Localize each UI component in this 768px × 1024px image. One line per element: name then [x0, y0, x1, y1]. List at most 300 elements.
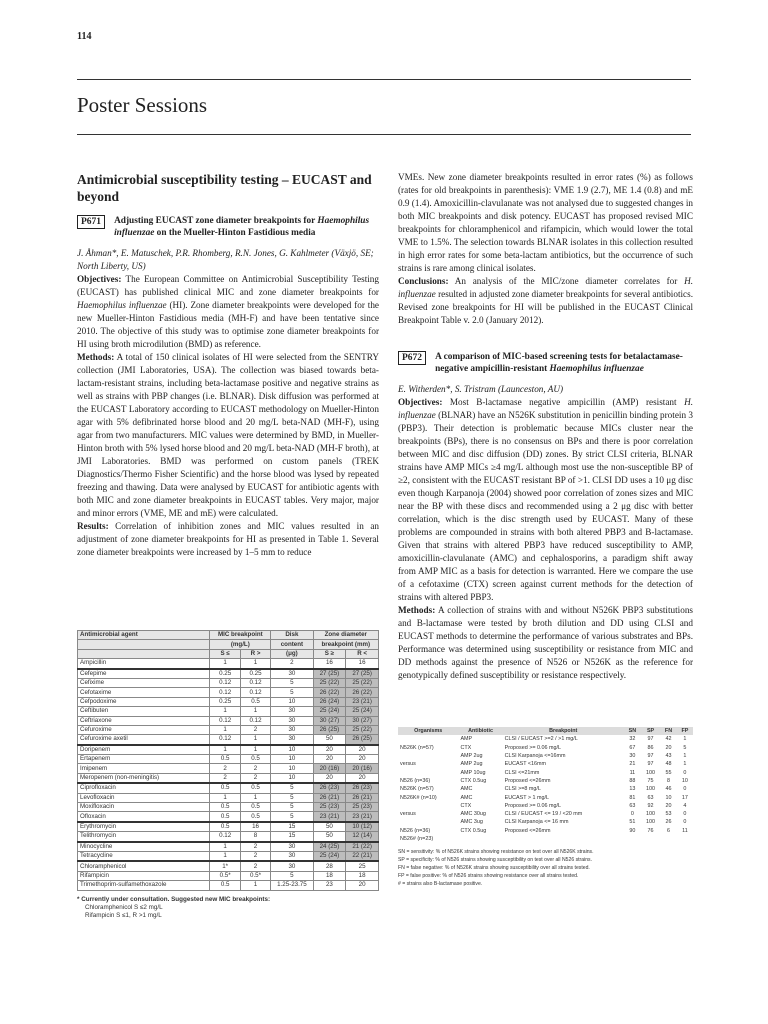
table-2-cell: 20 [665, 802, 672, 809]
table-cell: 25 (22) [346, 678, 379, 687]
table-2-cell: 0 [630, 811, 634, 818]
table-cell: Minocycline [78, 842, 210, 852]
table-cell: 30 (27) [346, 716, 379, 725]
table-cell: 25 (24) [313, 707, 346, 716]
table-row [78, 812, 379, 822]
table-2-cell: 100 [646, 786, 656, 793]
table-2-cell: 97 [647, 736, 654, 743]
table-2-cell: 75 [647, 777, 654, 784]
table-2-cell: 26 [665, 819, 672, 826]
table-2-cell [398, 752, 458, 760]
table-cell: Telithromycin [78, 832, 210, 842]
table-cell: 0.25 [240, 669, 270, 679]
abstract-header-p672 [398, 351, 693, 375]
table-cell: 0.5 [240, 812, 270, 822]
table-2-cell: 100 [646, 819, 656, 826]
table-2-cell: 20 [665, 744, 672, 751]
table-cell: 20 (16) [346, 764, 379, 773]
table-2-cell: AMC 30ug [460, 811, 486, 818]
table-2-cell [398, 768, 458, 776]
header-mic: MIC breakpoint [210, 631, 271, 640]
table-2-cell: N526K (n=57) [400, 744, 434, 751]
table-2-cell: 8 [667, 777, 670, 784]
table-2-footnote: FP = false positive: % of N526 strains showing resistance over all strains tested. [398, 873, 579, 880]
table-2-row [398, 760, 693, 768]
table-2-row [398, 802, 693, 810]
table-cell: 1 [240, 735, 270, 745]
table-row [78, 745, 379, 755]
table-cell: 0.5 [210, 822, 240, 832]
abstract-id-p672: P672 [398, 351, 426, 365]
table-2-cell: 13 [629, 786, 636, 793]
table-cell: 10 [271, 755, 313, 764]
table-cell: Erythromycin [78, 822, 210, 832]
table-cell: Ceftibuten [78, 707, 210, 716]
table-cell: 20 (16) [313, 764, 346, 773]
table-1 [77, 630, 379, 920]
table-2-cell: 0 [683, 769, 687, 776]
table-cell: 0.5* [240, 871, 270, 880]
table-cell: 0.12 [210, 688, 240, 697]
table-cell: Cefixime [78, 678, 210, 687]
left-column [77, 171, 379, 559]
table-cell: Cefepime [78, 669, 210, 679]
table-cell: 20 [346, 773, 379, 783]
table-cell: 2 [210, 773, 240, 783]
table-cell: 30 [271, 861, 313, 871]
table-2-header-cell: FP [677, 727, 693, 735]
table-cell: 25 (23) [313, 803, 346, 812]
table-row [78, 735, 379, 745]
table-cell: 0.12 [240, 716, 270, 725]
table-cell: Ertapenem [78, 755, 210, 764]
table-cell: 26 (21) [346, 793, 379, 802]
table-row [78, 755, 379, 764]
table-2-cell: CLSI Karpanoja <= 16 mm [504, 819, 569, 826]
table-2-cell: AMP 2ug [460, 761, 483, 768]
table-cell: 1* [210, 861, 240, 871]
table-2-header-cell: SN [624, 727, 641, 735]
table-cell: 2 [240, 842, 270, 852]
table-2-cell: CLSI / EUCAST >=2 / >1 mg/L [504, 736, 578, 743]
table-cell: 20 [313, 773, 346, 783]
page-number: 114 [77, 31, 92, 42]
table-cell: Tetracycline [78, 851, 210, 861]
table-cell: 18 [346, 871, 379, 880]
table-row [78, 783, 379, 793]
table-2-cell: Proposed >= 0.06 mg/L [504, 744, 561, 751]
abstract-title-p671: Adjusting EUCAST zone diameter breakpoints for Haemophilus influenzae on the Mueller-Hinton Fastidious media [114, 216, 370, 238]
table-2-footnote: SN = sensitivity: % of N526K strains showing resistance on test over all N526K strains. [398, 849, 594, 856]
authors-p671: J. Åhman*, E. Matuschek, P.R. Rhomberg, R.N. Jones, G. Kahlmeter (Växjö, SE; North Liberty, US) [77, 248, 374, 271]
table-cell: 30 [271, 735, 313, 745]
table-2-cell: 32 [629, 736, 636, 743]
table-cell: Doripenem [78, 745, 210, 755]
table-cell: Ofloxacin [78, 812, 210, 822]
table-cell: Meropenem (non-meningitis) [78, 773, 210, 783]
table-cell: 8 [240, 832, 270, 842]
header-disk-unit: (μg) [271, 649, 313, 658]
header-disk: Disk [271, 631, 313, 640]
table-2-row [398, 818, 693, 826]
table-cell: 2 [210, 764, 240, 773]
table-header-row-2 [78, 640, 379, 649]
table-2-cell: CLSI / EUCAST <= 19 / <20 mm [504, 811, 583, 818]
table-cell: 1 [240, 793, 270, 802]
table-cell: 16 [313, 659, 346, 669]
table-row [78, 793, 379, 802]
table-2-cell: 1 [683, 753, 687, 760]
table-2-cell: 51 [629, 819, 636, 826]
section-title: Poster Sessions [77, 93, 208, 117]
table-2-footnote: # = strains also B-lactamase positive. [398, 881, 483, 888]
table-cell: 26 (21) [313, 793, 346, 802]
table-cell: 0.12 [210, 716, 240, 725]
table-row [78, 861, 379, 871]
table-2-cell: 90 [629, 827, 636, 834]
table-2-row [398, 810, 693, 818]
table-cell: 26 (23) [346, 783, 379, 793]
table-2-cell: 92 [647, 802, 654, 809]
table-2-cell: 0 [683, 819, 687, 826]
header-zone-2: breakpoint (mm) [313, 640, 378, 649]
table-cell: 0.12 [240, 688, 270, 697]
table-2-cell: CTX [460, 744, 472, 751]
table-2-cell: EUCAST > 1 mg/L [504, 794, 550, 801]
table-2-row [398, 768, 693, 776]
table-2-cell: 46 [665, 786, 672, 793]
table-cell: 30 [271, 707, 313, 716]
table-cell: 0.25 [210, 669, 240, 679]
table-cell: 27 (25) [346, 669, 379, 679]
table-row [78, 669, 379, 679]
table-2-cell: 0 [683, 786, 687, 793]
table-2-cell: 43 [665, 753, 672, 760]
table-cell: 23 [313, 881, 346, 890]
table-cell: 2 [271, 659, 313, 669]
table-2-cell: 1 [683, 736, 687, 743]
table-2-cell: 97 [647, 761, 654, 768]
table-cell: 25 [346, 861, 379, 871]
table-cell: Chloramphenicol [78, 861, 210, 871]
session-title: Antimicrobial susceptibility testing – EUCAST and beyond [77, 172, 372, 204]
table-2-cell: Proposed >= 0.06 mg/L [504, 802, 561, 809]
table-2-cell: versus [400, 811, 416, 818]
table-cell: Cefpodoxime [78, 697, 210, 706]
header-rule [77, 79, 691, 80]
header-agent: Antimicrobial agent [78, 631, 210, 640]
table-cell: 15 [271, 832, 313, 842]
table-header-row-3 [78, 649, 379, 658]
methods-p671: Methods: A total of 150 clinical isolates of HI were selected from the SENTRY collection (JMI Laboratories, USA). The collection was biased towards beta-lactam-resistant strains, including beta-lactamase positive and negative strains as well as strains with PBP changes (i.e. BLNAR). Disk diffusion was performed at the EUCAST Laboratory according to EUCAST methodology on Mueller-Hinton agar with 5% defibrinated horse blood and 20 mg/L beta-NAD (MH-F), using agar from two manufacturers. MIC values were determined by BMD, in Mueller-Hinton broth with 5% lysed horse blood and 20 mg/L beta-NAD (MH-F broth), at JMI Laboratories. BMD was performed on custom panels (TREK Diagnostics/Thermo Fisher Scientific) and the horse blood was lysed by repeated freezing and thawing. Data were analysed by EUCAST for antibiotic agents with both MIC and zone diameter breakpoints in EUCAST tables. Very major, major and minor errors (VME, ME and mE) were calculated. [77, 352, 379, 518]
table-2-cell: AMC [460, 786, 473, 793]
header-disk-2: content [271, 640, 313, 649]
table-cell: 30 (27) [313, 716, 346, 725]
table-cell: 23 (21) [346, 812, 379, 822]
table-cell: 2 [240, 773, 270, 783]
table-cell: 1 [240, 707, 270, 716]
objectives-p671: Objectives: The European Committee on Antimicrobial Susceptibility Testing (EUCAST) has published clinical MIC and zone diameter breakpoints for Haemophilus influenzae (HI). Zone diameter breakpoints were developed for the new Mueller-Hinton Fastidious media (MH-F) and have been tentative since 2010. The objective of this study was to optimise zone diameter breakpoints for HI using broth microdilution (BMD) as reference. [77, 274, 379, 349]
table-cell: 27 (25) [313, 669, 346, 679]
table-2-cell: 11 [682, 827, 688, 834]
header-r-gt: R > [240, 649, 270, 658]
table-cell: 5 [271, 688, 313, 697]
table-cell: 5 [271, 783, 313, 793]
table-cell: 22 (21) [346, 851, 379, 861]
table-cell: 26 (24) [313, 697, 346, 706]
table-cell: 1 [210, 659, 240, 669]
table-row [78, 707, 379, 716]
authors-p672: E. Witherden*, S. Tristram (Launceston, AU) [398, 384, 564, 394]
table-2-cell [677, 835, 693, 843]
table-2-cell: Proposed <=26mm [504, 827, 551, 834]
table-2-row [398, 835, 693, 843]
table-2-cell: CLSI Karpanoja <=16mm [504, 753, 566, 760]
table-cell: 1 [240, 659, 270, 669]
table-2-header-cell: FN [660, 727, 677, 735]
table-2-cell [503, 835, 624, 843]
table-2-row [398, 735, 693, 743]
table-cell: 2 [240, 725, 270, 734]
table-2-cell: 100 [646, 811, 656, 818]
table-row [78, 803, 379, 812]
table-2-cell: N526 (n=36) [400, 777, 431, 784]
header-s-le: S ≤ [210, 649, 240, 658]
table-cell: 20 [313, 745, 346, 755]
table-2-footnote: SP = specificity: % of N526 strains showing susceptibility on test over all N526 strains. [398, 857, 592, 864]
table-cell: 1 [240, 881, 270, 890]
table-row [78, 851, 379, 861]
table-2-cell [398, 818, 458, 826]
right-column [398, 171, 693, 682]
table-2-cell: N526K (n=57) [400, 786, 434, 793]
table-cell: 30 [271, 725, 313, 734]
table-cell: 10 (12) [346, 822, 379, 832]
table-cell: 2 [240, 861, 270, 871]
abstract-id-p671: P671 [77, 215, 105, 229]
table-cell: 16 [346, 659, 379, 669]
table-2-cell: 81 [629, 794, 636, 801]
table-cell: 10 [271, 773, 313, 783]
table-2-row [398, 777, 693, 785]
table-2-header-cell: Organisms [398, 727, 458, 735]
table-row [78, 832, 379, 842]
table-2-cell [398, 735, 458, 743]
table-2-cell: 86 [647, 744, 654, 751]
table-2-cell: N526K# (n=10) [400, 794, 437, 801]
table-row [78, 688, 379, 697]
table-cell: 20 [346, 745, 379, 755]
table-cell: 0.5 [240, 697, 270, 706]
table-2-cell: 4 [683, 802, 687, 809]
table-2-cell: CTX 0.5ug [460, 777, 487, 784]
table-row [78, 773, 379, 783]
table-cell: 20 [346, 755, 379, 764]
table-cell: 26 (25) [346, 735, 379, 745]
table-2-cell: 76 [647, 827, 654, 834]
table-2-cell: 5 [683, 744, 687, 751]
table-cell: 2 [240, 851, 270, 861]
table-cell: 0.5 [210, 812, 240, 822]
table-cell: 26 (22) [313, 688, 346, 697]
table-cell: Moxifloxacin [78, 803, 210, 812]
table-row [78, 842, 379, 852]
table-cell: 0.12 [210, 735, 240, 745]
table-2-cell: CLSI <=21mm [504, 769, 540, 776]
table-cell: 1 [210, 725, 240, 734]
table-cell: 20 [313, 755, 346, 764]
table-cell: 23 (21) [346, 697, 379, 706]
table-cell: Levofloxacin [78, 793, 210, 802]
table-2-cell: 100 [646, 769, 656, 776]
table-cell: 10 [271, 697, 313, 706]
table-cell: 5 [271, 793, 313, 802]
table-2-cell: N526 (n=36) [400, 827, 431, 834]
table-2-cell [624, 835, 641, 843]
table-2-cell: 55 [665, 769, 672, 776]
table-2-cell: 1 [683, 761, 687, 768]
table-cell: 0.5 [210, 803, 240, 812]
table-2-cell: 97 [647, 753, 654, 760]
table-cell: Cefotaxime [78, 688, 210, 697]
table-cell: Ampicillin [78, 659, 210, 669]
table-2-row [398, 744, 693, 752]
table-2-footnote: FN = false negative: % of N526K strains showing susceptibility over all strains tested. [398, 865, 590, 872]
table-row [78, 871, 379, 880]
table-row [78, 725, 379, 734]
table-cell: 0.12 [210, 832, 240, 842]
table-2-cell: CLSI >=8 mg/L [504, 786, 541, 793]
table-2-cell: Proposed <=26mm [504, 777, 551, 784]
table-cell: 10 [271, 764, 313, 773]
table-2-cell: 10 [665, 794, 672, 801]
table-cell: 1 [210, 793, 240, 802]
table-header-row [78, 631, 379, 640]
table-2-cell: 10 [681, 777, 688, 784]
table-2 [398, 727, 693, 888]
table-cell: 50 [313, 735, 346, 745]
table-cell: 0.5 [210, 783, 240, 793]
table-cell: 26 (25) [313, 725, 346, 734]
table-cell: 16 [240, 822, 270, 832]
table-2-cell: 30 [629, 753, 636, 760]
table-cell: 5 [271, 678, 313, 687]
table-cell: 28 [313, 861, 346, 871]
table-cell: Cefuroxime [78, 725, 210, 734]
table-cell: 25 (22) [313, 678, 346, 687]
table-cell: 0.12 [240, 678, 270, 687]
table-row [78, 881, 379, 890]
table-cell: 30 [271, 842, 313, 852]
table-cell: 0.5 [210, 881, 240, 890]
table-cell: 20 [346, 881, 379, 890]
table-cell: 25 (24) [313, 851, 346, 861]
header-s-ge: S ≥ [313, 649, 346, 658]
abstract-title-p672: A comparison of MIC-based screening tests for betalactamase-negative ampicillin-resistant Haemophilus influenzae [435, 352, 683, 374]
header-mic-unit: (mg/L) [210, 640, 271, 649]
table-2-cell [398, 802, 458, 810]
table-cell: 12 (14) [346, 832, 379, 842]
table-cell: 5 [271, 871, 313, 880]
table-cell: Cefuroxime axetil [78, 735, 210, 745]
table-cell: 30 [271, 716, 313, 725]
table-2-header-cell: SP [641, 727, 660, 735]
table-2-footnotes [398, 848, 693, 888]
table-2-header-row [398, 727, 693, 735]
table-cell: 26 (22) [346, 688, 379, 697]
table-2-cell [641, 835, 660, 843]
table-row [78, 716, 379, 725]
header-r-lt: R < [346, 649, 379, 658]
table-2-cell: CTX 0.5ug [460, 827, 487, 834]
table-2-cell: 0 [683, 811, 687, 818]
table-cell: 26 (23) [313, 783, 346, 793]
table-cell: 50 [313, 832, 346, 842]
table-cell: Imipenem [78, 764, 210, 773]
table-2-cell: versus [400, 761, 416, 768]
table-2-cell: N526# (n=23) [400, 836, 434, 842]
table-cell: 0.5 [240, 755, 270, 764]
table-cell: 1 [210, 707, 240, 716]
table-2-cell [458, 835, 502, 843]
table-2-cell: AMP [460, 736, 473, 743]
table-2-cell: 42 [665, 736, 672, 743]
table-2-header-cell: Antibiotic [458, 727, 502, 735]
table-cell: 18 [313, 871, 346, 880]
table-cell: 5 [271, 812, 313, 822]
table-2-cell [660, 835, 677, 843]
table-2-cell: EUCAST <16mm [504, 761, 547, 768]
screening-table [398, 727, 693, 843]
table-cell: 0.25 [210, 697, 240, 706]
table-2-cell: 63 [629, 802, 636, 809]
table-cell: 25 (22) [346, 725, 379, 734]
table-cell: 25 (24) [346, 707, 379, 716]
table-cell: 30 [271, 669, 313, 679]
table-2-cell: AMC 3ug [460, 819, 483, 826]
table-2-row [398, 752, 693, 760]
table-cell: 10 [271, 745, 313, 755]
table-cell: 25 (23) [346, 803, 379, 812]
table-row [78, 697, 379, 706]
table-cell: 0.5 [240, 783, 270, 793]
header-rule-bottom [77, 134, 691, 135]
table-2-cell: AMC [460, 794, 473, 801]
table-cell: 23 (21) [313, 812, 346, 822]
table-row [78, 659, 379, 669]
table-cell: 1 [240, 745, 270, 755]
table-2-cell: AMP 10ug [460, 769, 486, 776]
table-2-cell: 6 [667, 827, 670, 834]
table-cell: Ceftriaxone [78, 716, 210, 725]
table-cell: 1.25-23.75 [271, 881, 313, 890]
breakpoint-table [77, 630, 379, 891]
table-2-cell: 17 [681, 794, 688, 801]
table-cell: Ciprofloxacin [78, 783, 210, 793]
table-cell: 30 [271, 851, 313, 861]
table-2-row [398, 793, 693, 801]
table-cell: 5 [271, 803, 313, 812]
table-2-cell: 21 [629, 761, 636, 768]
table-2-cell: 67 [629, 744, 636, 751]
table-cell: 1 [210, 745, 240, 755]
table-2-cell: AMP 2ug [460, 753, 483, 760]
table-cell: 50 [313, 822, 346, 832]
table-cell: Rifampicin [78, 871, 210, 880]
table-2-cell: 48 [665, 761, 672, 768]
table-2-cell: CTX [460, 802, 472, 809]
table-1-footnote: * Currently under consultation. Suggested new MIC breakpoints: Chloramphenicol S ≤2 mg/L Rifampicin S ≤1, R >1 mg/L [77, 895, 271, 919]
